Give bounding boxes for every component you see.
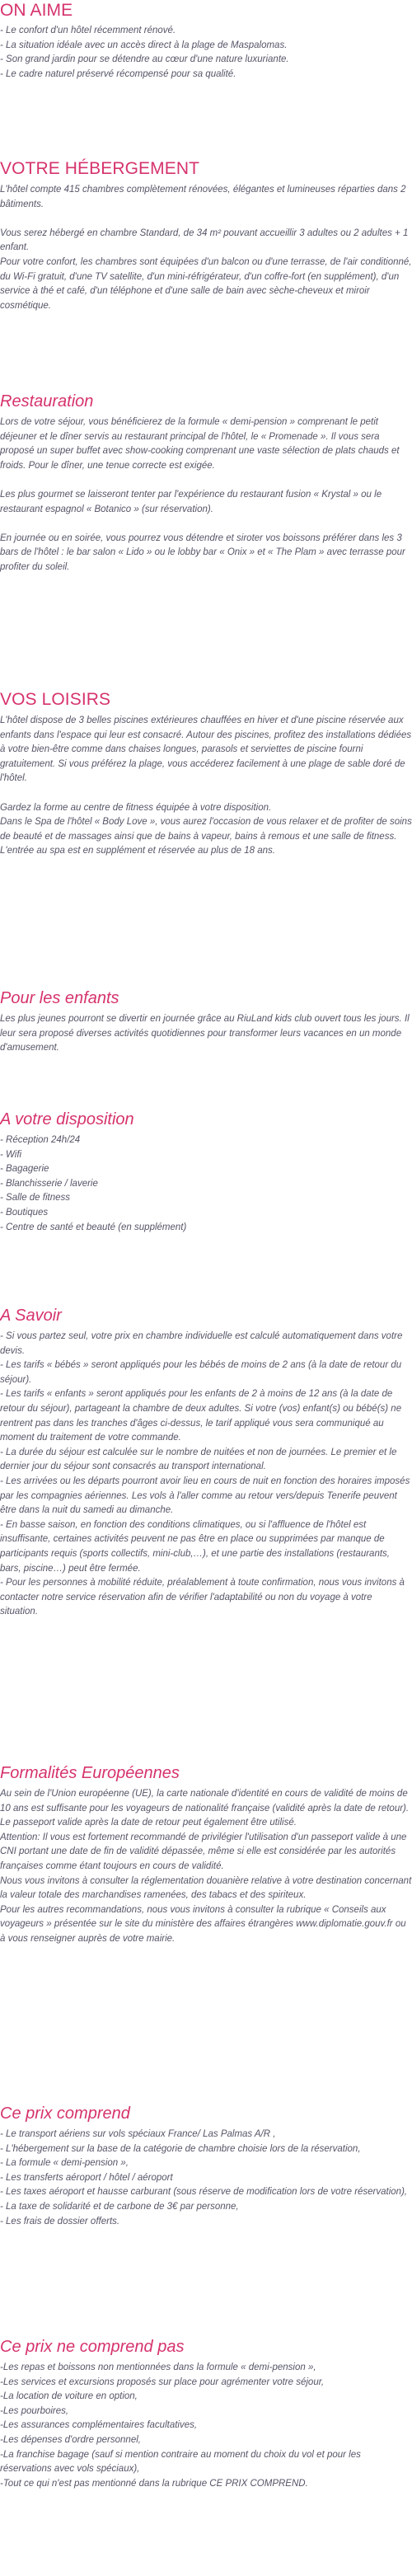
prix-ne-comprend-list	[0, 2361, 412, 2491]
restauration-text	[0, 415, 412, 575]
list-item: -La location de voiture en option,	[0, 2391, 138, 2402]
section-savoir	[0, 1305, 412, 1620]
paragraph: Les plus jeunes pourront se divertir en journée grâce au RiuLand kids club ouvert tous les jours. Il leur sera proposé diverses activités quotidiennes pour transformer leurs vacances en un monde d'amusement.	[0, 1014, 410, 1053]
section-title-formalites: Formalités Européennes	[0, 1764, 180, 1782]
paragraph: Lors de votre séjour, vous bénéficierez de la formule « demi-pension » comprenant le petit déjeuner et le dîner servis au restaurant principal de l'hôtel, le « Promenade ». Il vous sera proposé un super buffet avec show-cooking comprenant une vaste sélection de plats chauds et froids. Pour le dîner, une tenue correcte est exigée.	[0, 417, 400, 471]
list-item: -Les repas et boissons non mentionnées dans la formule « demi-pension »,	[0, 2363, 316, 2372]
paragraph: Dans le Spa de l'hôtel « Body Love », vous aurez l'occasion de vous relaxer et de profiter de soins de beauté et de massages ainsi que de bains à vapeur, bains à remous et une salle de fitness. L'entrée au spa est en supplément et réservée au plus de 18 ans.	[0, 817, 412, 856]
list-item: - Pour les personnes à mobilité réduite, préalablement à toute confirmation, nous vous invitons à contacter notre service réservation afin de vérifier l'adaptabilité ou non du voyage à votre situation.	[0, 1578, 405, 1617]
list-item: - Salle de fitness	[0, 1193, 71, 1204]
list-item: - Réception 24h/24	[0, 1135, 81, 1145]
section-title-restauration: Restauration	[0, 392, 94, 411]
section-disposition	[0, 1109, 412, 1235]
list-item: - Si vous partez seul, votre prix en chambre individuelle est calculé automatiquement dans votre devis.	[0, 1331, 403, 1356]
list-item: - Les tarifs « enfants » seront appliqués pour les enfants de 2 à moins de 12 ans (à la date de retour du séjour), partageant la chambre de deux adultes. Si votre (vos) enfant(s) ou bébé(s) ne rentrent pas dans les tranches d'âges ci-dessus, le tarif appliqué vous sera communiqué au moment du traitement de votre commande.	[0, 1389, 402, 1443]
list-item: -Tout ce qui n'est pas mentionné dans la rubrique CE PRIX COMPREND.	[0, 2478, 308, 2489]
section-title-loisirs: VOS LOISIRS	[0, 690, 111, 709]
section-title-enfants: Pour les enfants	[0, 989, 119, 1007]
paragraph: Au sein de l'Union européenne (UE), la carte nationale d'identité en cours de validité de moins de 10 ans est suffisante pour les voyageurs de nationalité française (validité après la date de retour). Le passeport valide après la date de retour peut également être utilisé.	[0, 1789, 410, 1828]
list-item: - Centre de santé et beauté (en supplément)	[0, 1222, 187, 1232]
list-item: - Les arrivées ou les départs pourront avoir lieu en cours de nuit en fonction des horaires imposés par les compagnies aériennes. Les vols à l'aller comme au retour vers/depuis Tenerife peuvent être dans la nuit du samedi au dimanche.	[0, 1476, 410, 1516]
list-item: - Son grand jardin pour se détendre au cœur d'une nature luxuriante.	[0, 54, 289, 65]
list-item: - Le transport aériens sur vols spéciaux France/ Las Palmas A/R ,	[0, 2129, 276, 2139]
section-on-aime	[0, 0, 412, 82]
section-title-hebergement: VOTRE HÉBERGEMENT	[0, 159, 200, 178]
list-item: -La franchise bagage (sauf si mention contraire au moment du choix du vol et pour les réservations avec vols spéciaux),	[0, 2449, 361, 2475]
section-formalites	[0, 1762, 412, 1947]
list-item: - Les transferts aéroport / hôtel / aéroport	[0, 2172, 173, 2183]
list-item: - Blanchisserie / laverie	[0, 1178, 98, 1189]
list-item: - Les frais de dossier offerts.	[0, 2216, 120, 2226]
paragraph: Pour votre confort, les chambres sont équipées d'un balcon ou d'une terrasse, de l'air conditionné, du Wi-Fi gratuit, d'une TV satellite, d'un mini-réfrigérateur, d'un coffre-fort (en supplément), d'un service à thé et café, d'un téléphone et d'une salle de bain avec sèche-cheveux et miroir cosmétique.	[0, 256, 412, 311]
list-item: - La formule « demi-pension »,	[0, 2158, 129, 2169]
savoir-list	[0, 1330, 412, 1620]
list-item: - Les tarifs « bébés » seront appliqués pour les bébés de moins de 2 ans (à la date de retour du séjour).	[0, 1360, 402, 1385]
section-loisirs	[0, 689, 412, 859]
paragraph: Nous vous invitons à consulter la réglementation douanière relative à votre destination concernant la valeur totale des marchandises ramenées, des tabacs et des spiriteux.	[0, 1875, 412, 1901]
section-title-on-aime: ON AIME	[0, 1, 73, 20]
list-item: - La situation idéale avec un accès direct à la plage de Maspalomas.	[0, 40, 288, 50]
section-title-prix-ne-comprend: Ce prix ne comprend pas	[0, 2338, 185, 2356]
list-item: - Bagagerie	[0, 1164, 49, 1175]
on-aime-list	[0, 24, 412, 82]
paragraph: L'hôtel dispose de 3 belles piscines extérieures chauffées en hiver et d'une piscine réservée aux enfants dans l'espace qui leur est consacré. Autour des piscines, profitez des installations dédiées à votre bien-être comme dans chaises longues, parasols et serviettes de piscine fourni gratuitement. Si vous préférez la plage, vous accéderez facilement à une plage de sable doré de l'hôtel.	[0, 716, 412, 784]
list-item: -Les assurances complémentaires facultatives,	[0, 2420, 198, 2431]
prix-comprend-list	[0, 2128, 412, 2229]
list-item: - L'hébergement sur la base de la catégorie de chambre choisie lors de la réservation,	[0, 2143, 361, 2154]
section-enfants	[0, 988, 412, 1056]
section-prix-ne-comprend	[0, 2336, 412, 2491]
section-title-disposition: A votre disposition	[0, 1110, 134, 1128]
paragraph: Les plus gourmet se laisseront tenter par l'expérience du restaurant fusion « Krystal » ou le restaurant espagnol « Botanico » (sur réservation).	[0, 489, 382, 514]
paragraph: Gardez la forme au centre de fitness équipée à votre disposition.	[0, 802, 272, 813]
list-item: - Boutiques	[0, 1207, 49, 1218]
paragraph: Attention: Il vous est fortement recommandé de privilégier l'utilisation d'un passeport valide à une CNI portant une date de fin de validité dépassée, même si elle est considérée par les autorités françaises comme étant toujours en cours de validité.	[0, 1832, 407, 1871]
disposition-list	[0, 1133, 412, 1235]
loisirs-text	[0, 714, 412, 859]
paragraph: L'hôtel compte 415 chambres complètement rénovées, élégantes et lumineuses réparties dans 2 bâtiments.	[0, 185, 406, 209]
enfants-text	[0, 1012, 412, 1056]
list-item: - En basse saison, en fonction des conditions climatiques, ou si l'affluence de l'hôtel est insuffisante, certaines activités peuvent ne pas être en place ou supprimées par manque de participants requis (sports collectifs, mini-club,…), et une partie des installations (restaurants, bars, piscine…) peut être fermée.	[0, 1519, 390, 1574]
list-item: - Wifi	[0, 1149, 22, 1160]
paragraph: En journée ou en soirée, vous pourrez vous détendre et siroter vos boissons préférer dans les 3 bars de l'hôtel : le bar salon « Lido » ou le lobby bar « Onix » et « The Plam » avec terrasse pour profiter du soleil.	[0, 533, 405, 572]
section-restauration	[0, 391, 412, 575]
list-item: - Le confort d'un hôtel récemment rénové.	[0, 26, 176, 35]
formalites-text	[0, 1787, 412, 1947]
section-prix-comprend	[0, 2103, 412, 2229]
list-item: -Les services et excursions proposés sur place pour agrémenter votre séjour,	[0, 2377, 325, 2387]
list-item: - Les taxes aéroport et hausse carburant (sous réserve de modification lors de votre réservation),	[0, 2187, 408, 2198]
paragraph: Vous serez hébergé en chambre Standard, de 34 m² pouvant accueillir 3 adultes ou 2 adultes + 1 enfant.	[0, 228, 409, 253]
section-title-prix-comprend: Ce prix comprend	[0, 2104, 130, 2123]
list-item: -Les dépenses d'ordre personnel,	[0, 2434, 141, 2445]
section-hebergement	[0, 158, 412, 313]
list-item: - La durée du séjour est calculée sur le nombre de nuitées et non de journées. Le premier et le dernier jour du séjour sont consacrés au transport international.	[0, 1447, 397, 1472]
list-item: - Le cadre naturel préservé récompensé pour sa qualité.	[0, 68, 236, 79]
list-item: - La taxe de solidarité et de carbone de 3€ par personne,	[0, 2201, 239, 2212]
list-item: -Les pourboires,	[0, 2405, 69, 2416]
paragraph: Pour les autres recommandations, nous vous invitons à consulter la rubrique « Conseils aux voyageurs » présentée sur le site du ministère des affaires étrangères www.diplomatie.gouv.fr ou à vous renseigner auprès de votre mairie.	[0, 1904, 406, 1944]
hebergement-text	[0, 183, 412, 313]
section-title-savoir: A Savoir	[0, 1307, 62, 1325]
